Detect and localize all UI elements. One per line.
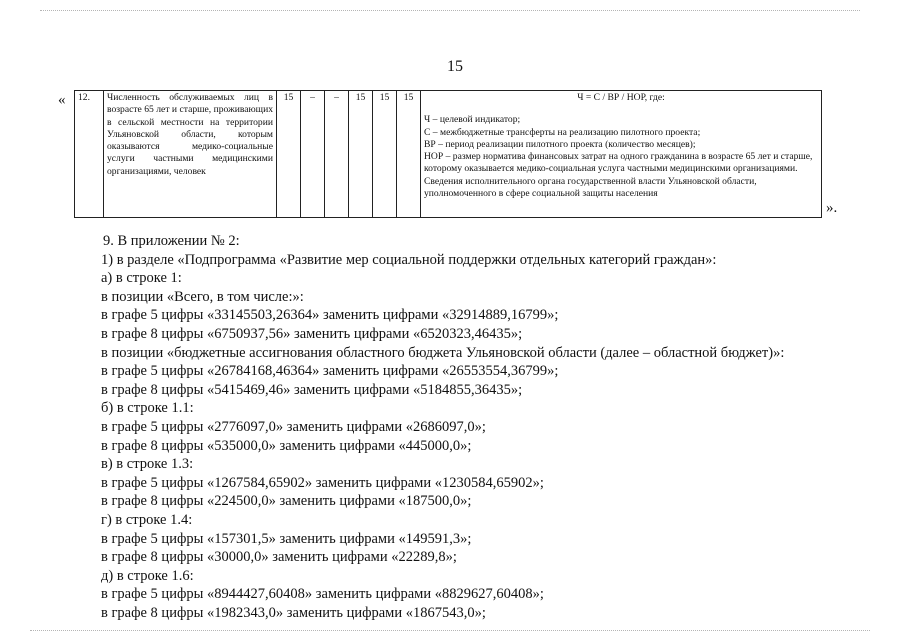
text-line: в графе 5 цифры «26784168,46364» заменить цифрами «26553554,36799»;: [101, 363, 559, 380]
text-line: в графе 5 цифры «33145503,26364» заменить цифрами «32914889,16799»;: [101, 307, 559, 324]
text-line: в графе 5 цифры «2776097,0» заменить цифрами «2686097,0»;: [101, 418, 486, 435]
row-number: 12.: [75, 91, 104, 218]
text-line: 1) в разделе «Подпрограмма «Развитие мер социальной поддержки отдельных категорий граждан»:: [101, 251, 717, 268]
page-number: 15: [447, 58, 463, 75]
text-line: г) в строке 1.4:: [101, 511, 193, 528]
section-heading: 9. В приложении № 2:: [103, 233, 240, 249]
formula-cell: [421, 91, 822, 218]
text-line: а) в строке 1:: [101, 270, 182, 287]
text-line: в графе 8 цифры «5415469,46» заменить цифрами «5184855,36435»;: [101, 381, 523, 398]
table-row: [75, 91, 822, 218]
text-line: в графе 5 цифры «157301,5» заменить цифрами «149591,3»;: [101, 530, 472, 547]
text-line: в графе 8 цифры «535000,0» заменить цифрами «445000,0»;: [101, 437, 472, 454]
formula-spacer: [424, 104, 818, 114]
value-cell-5: 15: [373, 91, 397, 218]
value-cell-6: 15: [397, 91, 421, 218]
text-line: в графе 5 цифры «1267584,65902» заменить цифрами «1230584,65902»;: [101, 474, 544, 491]
indicator-table: [74, 90, 822, 218]
value-cell-2: –: [301, 91, 325, 218]
text-line: в графе 8 цифры «30000,0» заменить цифрами «22289,8»;: [101, 549, 457, 566]
text-line: в позиции «Всего, в том числе:»:: [101, 288, 304, 305]
text-line: в графе 8 цифры «6750937,56» заменить цифрами «6520323,46435»;: [101, 325, 523, 342]
text-line: д) в строке 1.6:: [101, 567, 194, 584]
formula-line: Ч – целевой индикатор;: [424, 114, 521, 126]
value-cell-1: 15: [277, 91, 301, 218]
formula-title: Ч = С / ВР / НОР, где:: [577, 92, 665, 103]
value-cell-4: 15: [349, 91, 373, 218]
scan-noise-top: [40, 10, 860, 12]
formula-line: ВР – период реализации пилотного проекта (количество месяцев);: [424, 138, 696, 150]
formula-line: НОР – размер норматива финансовых затрат на одного гражданина в возрасте 65 лет и старше, которому оказывается медико-социальная услуга частными медицинскими организациями.: [424, 151, 813, 175]
opening-quote: «: [58, 92, 66, 108]
value-cell-3: –: [325, 91, 349, 218]
text-line: в позиции «бюджетные ассигнования областного бюджета Ульяновской области (далее – областной бюджет)»:: [101, 344, 785, 361]
amendment-text: [101, 232, 871, 622]
text-line: в) в строке 1.3:: [101, 456, 194, 473]
scan-noise-bottom: [30, 630, 870, 632]
text-line: в графе 8 цифры «1982343,0» заменить цифрами «1867543,0»;: [101, 604, 486, 621]
text-line: б) в строке 1.1:: [101, 400, 194, 417]
formula-line: Сведения исполнительного органа государственной власти Ульяновской области, уполномоченного в сфере социальной защиты населения: [424, 175, 757, 200]
text-line: в графе 5 цифры «8944427,60408» заменить цифрами «8829627,60408»;: [101, 586, 544, 603]
closing-quote: ».: [826, 200, 838, 216]
formula-line: С – межбюджетные трансферты на реализацию пилотного проекта;: [424, 126, 701, 138]
indicator-name: Численность обслуживаемых лиц в возрасте 65 лет и старше, проживающих в сельской местности на территории Ульяновской области, которым оказываются медико-социальные услуги частными медицинскими организациями, человек: [104, 91, 277, 218]
text-line: в графе 8 цифры «224500,0» заменить цифрами «187500,0»;: [101, 493, 472, 510]
